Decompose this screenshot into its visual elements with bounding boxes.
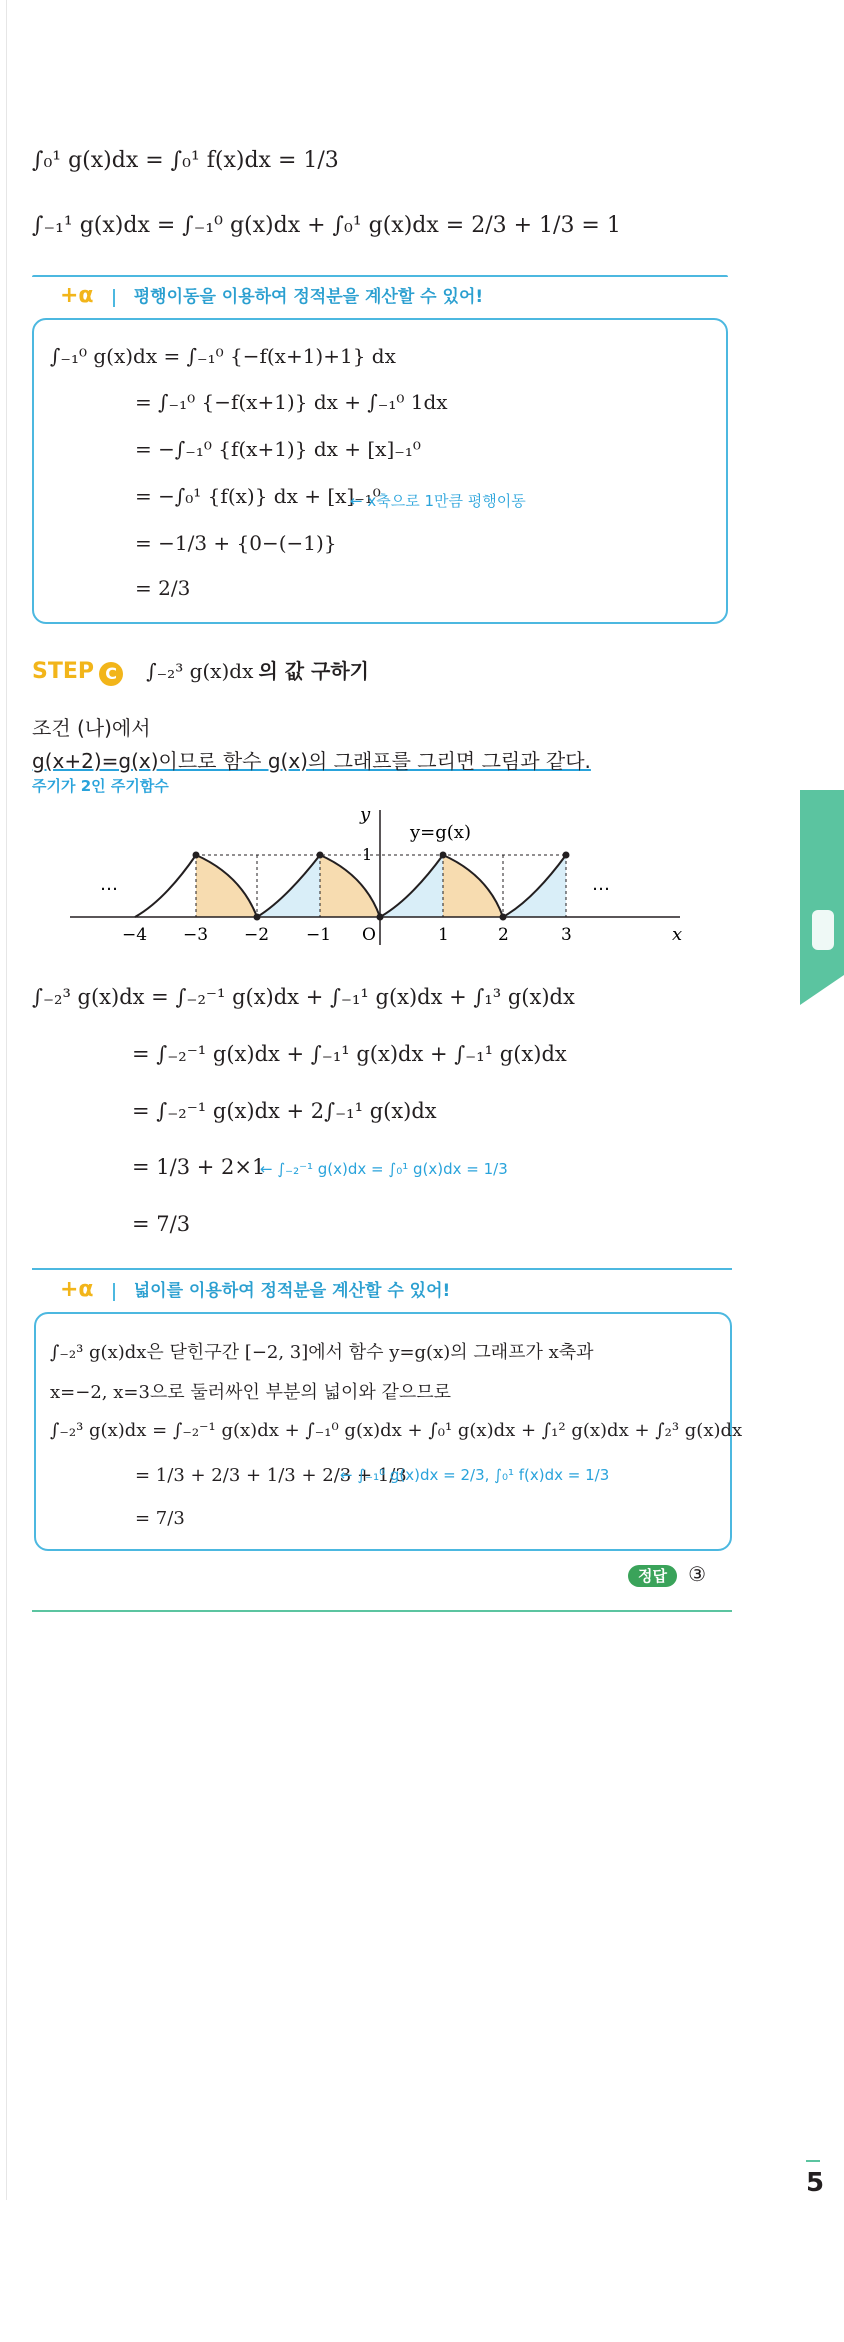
answer <box>628 1562 706 1586</box>
box2-line-5: = 7/3 <box>135 1508 185 1529</box>
box2-note: ← ∫₋₁⁰ g(x)dx = 2/3, ∫₀¹ f(x)dx = 1/3 <box>340 1466 610 1484</box>
box1-header <box>60 282 483 308</box>
tick-label: 1 <box>438 925 449 945</box>
y-label: y <box>360 804 371 825</box>
origin-label: O <box>362 925 376 945</box>
box1-note: ← x축으로 1만큼 평행이동 <box>350 492 526 510</box>
plus-alpha-icon: +α <box>60 1277 94 1302</box>
tick-label: −3 <box>183 925 209 945</box>
calc-row-4: = 1/3 + 2×1 <box>132 1155 266 1179</box>
tick-label: −2 <box>244 925 270 945</box>
box2-line-4: = 1/3 + 2/3 + 1/3 + 2/3 + 1/3 <box>135 1465 407 1486</box>
equation-line-1: ∫₀¹ g(x)dx = ∫₀¹ f(x)dx = 1/3 <box>32 148 339 173</box>
calc-row-5: = 7/3 <box>132 1212 191 1236</box>
step-label: STEP <box>32 659 95 684</box>
step-title: 의 값 구하기 <box>258 659 369 683</box>
calc-row-1: ∫₋₂³ g(x)dx = ∫₋₂⁻¹ g(x)dx + ∫₋₁¹ g(x)dx + ∫₁³ g(x)dx <box>32 985 575 1009</box>
tick-label: 2 <box>498 925 509 945</box>
page-number: 5 <box>806 2168 825 2198</box>
page-number-rule <box>806 2160 820 2162</box>
curve-label: y=g(x) <box>410 822 471 843</box>
period-note: 주기가 2인 주기함수 <box>32 777 169 795</box>
fill-orange-2 <box>443 855 503 917</box>
box1-row-5: = −1/3 + {0−(−1)} <box>135 531 337 555</box>
x-label: x <box>672 924 683 945</box>
calc-row-2: = ∫₋₂⁻¹ g(x)dx + ∫₋₁¹ g(x)dx + ∫₋₁¹ g(x)dx <box>132 1042 567 1066</box>
box1-row-1: ∫₋₁⁰ g(x)dx = ∫₋₁⁰ {−f(x+1)+1} dx <box>50 344 396 368</box>
equation-line-2: ∫₋₁¹ g(x)dx = ∫₋₁⁰ g(x)dx + ∫₀¹ g(x)dx = 2/3 + 1/3 = 1 <box>32 213 621 238</box>
tick-label: −4 <box>122 925 148 945</box>
calc-note: ← ∫₋₂⁻¹ g(x)dx = ∫₀¹ g(x)dx = 1/3 <box>260 1160 508 1178</box>
box1-row-2: = ∫₋₁⁰ {−f(x+1)} dx + ∫₋₁⁰ 1dx <box>135 390 448 414</box>
box1-title: 평행이동을 이용하여 정적분을 계산할 수 있어! <box>133 287 484 307</box>
plus-alpha-icon: +α <box>60 283 94 308</box>
fill-blue-2 <box>380 855 443 917</box>
box1-top-rule <box>32 275 728 277</box>
box2-line-3: ∫₋₂³ g(x)dx = ∫₋₂⁻¹ g(x)dx + ∫₋₁⁰ g(x)dx + ∫₀¹ g(x)dx + ∫₁² g(x)dx + ∫₂³ g(x)dx <box>50 1420 743 1441</box>
box1-row-6: = 2/3 <box>135 576 191 600</box>
dots-left: … <box>100 874 118 895</box>
answer-value: ③ <box>688 1562 707 1586</box>
periodic-graph <box>60 800 700 965</box>
condition-line: 조건 (나)에서 <box>32 716 151 740</box>
box2-top-rule <box>32 1268 732 1270</box>
tick-label: 3 <box>561 925 572 945</box>
box2-line-1: ∫₋₂³ g(x)dx은 닫힌구간 [−2, 3]에서 함수 y=g(x)의 그래프가 x축과 <box>50 1342 594 1363</box>
step-badge: C <box>99 662 123 686</box>
margin-line <box>6 0 7 2200</box>
box2-title: 넓이를 이용하여 정적분을 계산할 수 있어! <box>133 1281 451 1301</box>
tick-label: −1 <box>306 925 332 945</box>
box2-line-2: x=−2, x=3으로 둘러싸인 부분의 넓이와 같으므로 <box>50 1382 451 1403</box>
one-label: 1 <box>362 845 373 864</box>
answer-badge: 정답 <box>628 1565 677 1587</box>
fill-blue-3 <box>503 855 566 917</box>
periodic-statement: g(x+2)=g(x)이므로 함수 g(x)의 그래프를 그리면 그림과 같다. <box>32 749 591 773</box>
dots-right: … <box>592 874 610 895</box>
fill-blue-left <box>196 855 257 917</box>
fill-blue-1 <box>257 855 320 917</box>
calc-row-3: = ∫₋₂⁻¹ g(x)dx + 2∫₋₁¹ g(x)dx <box>132 1099 437 1123</box>
fill-orange-1 <box>320 855 380 917</box>
box2-header <box>60 1276 450 1302</box>
step-expression: ∫₋₂³ g(x)dx <box>146 659 254 683</box>
box1-row-4: = −∫₀¹ {f(x)} dx + [x]₋₁⁰ <box>135 484 381 508</box>
end-rule <box>32 1610 732 1612</box>
box1-row-3: = −∫₋₁⁰ {f(x+1)} dx + [x]₋₁⁰ <box>135 437 421 461</box>
chapter-tab <box>800 790 844 975</box>
step-heading <box>32 655 369 686</box>
